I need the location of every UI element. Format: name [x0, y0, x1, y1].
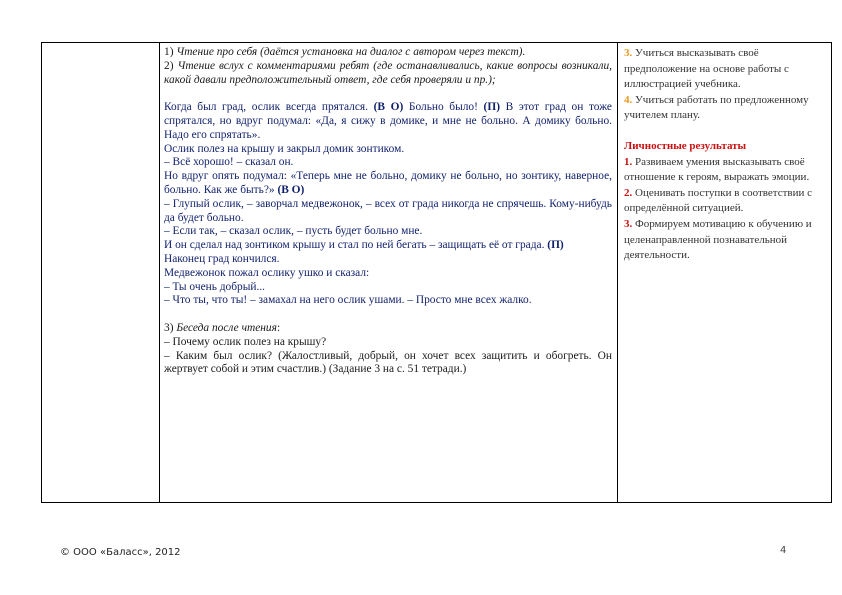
step-1-text: Чтение про себя (даётся установка на диалог с автором через текст). — [176, 46, 526, 58]
reading-mark: (В О) — [277, 183, 305, 196]
story-paragraph: – Что ты, что ты! – замахал на него ослик ушами. – Просто мне всех жалко. — [164, 294, 532, 307]
footer-copyright: © ООО «Баласс», 2012 — [60, 547, 181, 558]
results-column — [619, 43, 831, 502]
result-number: 4. — [624, 93, 633, 106]
result-item: 4. Учиться работать по предложенному учителем плану. — [624, 93, 809, 122]
reading-mark: (В О) — [373, 101, 404, 114]
story-paragraph: – Если так, – сказал ослик, – пусть будет больно мне. — [164, 225, 423, 238]
story-paragraph: Ослик полез на крышу и закрыл домик зонтиком. — [164, 142, 405, 155]
lesson-table — [41, 42, 832, 503]
lesson-content-column — [160, 43, 615, 502]
story-paragraph: Но вдруг опять подумал: «Теперь мне не больно, домику не больно, но зонтику, наверное, больно. Как же быть?» (В О) — [164, 170, 612, 196]
story-paragraph: Медвежонок пожал ослику ушко и сказал: — [164, 266, 370, 279]
result-item: 3. Формируем мотивацию к обучению и целенаправленной познавательной деятельности. — [624, 217, 812, 262]
story-paragraph: И он сделал над зонтиком крышу и стал по ней бегать – защищать её от града. (П) — [164, 239, 564, 252]
story-paragraph: – Глупый ослик, – заворчал медвежонок, – всех от града никогда не спрячешь. Кому-нибудь да будет больно. — [164, 197, 612, 224]
story-paragraph: – Ты очень добрый... — [164, 280, 266, 293]
step-2-text: Чтение вслух с комментариями ребят (где останавливались, какие вопросы возникали, какой давали предположительный ответ, где себя проверяли и пр.); — [164, 59, 612, 86]
story-paragraph: – Всё хорошо! – сказал он. — [164, 156, 294, 169]
question-1: – Почему ослик полез на крышу? — [164, 335, 327, 348]
reading-mark: (П) — [547, 239, 564, 252]
result-item: 3. Учиться высказывать своё предположение на основе работы с иллюстрацией учебника. — [624, 47, 789, 91]
result-item: 1. Развиваем умения высказывать своё отношение к героям, выражать эмоции. — [624, 155, 810, 184]
step-2-number: 2) — [164, 59, 174, 72]
result-number: 2. — [624, 186, 633, 199]
step-1 — [164, 46, 612, 60]
step-2 — [164, 60, 612, 88]
step-3-title: Беседа после чтения — [176, 321, 277, 334]
step-1-number: 1) — [164, 46, 174, 58]
result-number: 1. — [624, 155, 633, 168]
story-paragraph: Наконец град кончился. — [164, 252, 280, 265]
story-text — [164, 101, 612, 308]
result-number: 3. — [624, 47, 633, 59]
step-3: 3) Беседа после чтения: — [164, 321, 281, 334]
story-paragraph: Когда был град, ослик всегда прятался. (В О) Больно было! (П) В этот град он тоже спрятался, но вдруг подумал: «Да, я сижу в домике, и мне не больно. А домику больно. Надо его спрятать». — [164, 101, 612, 141]
reading-mark: (П) — [483, 101, 500, 114]
page-number: 4 — [780, 545, 787, 556]
result-number: 3. — [624, 217, 633, 230]
question-2: – Каким был ослик? (Жалостливый, добрый, он хочет всех защитить и обогреть. Он жертвует собой и этим счастлив.) (Задание 3 на с. 51 тетради.) — [164, 349, 612, 376]
step-3-number: 3) — [164, 321, 174, 334]
personal-results-heading: Личностные результаты — [624, 139, 747, 152]
column-divider-right — [617, 43, 618, 502]
result-item: 2. Оценивать поступки в соответствии с определённой ситуацией. — [624, 186, 813, 215]
